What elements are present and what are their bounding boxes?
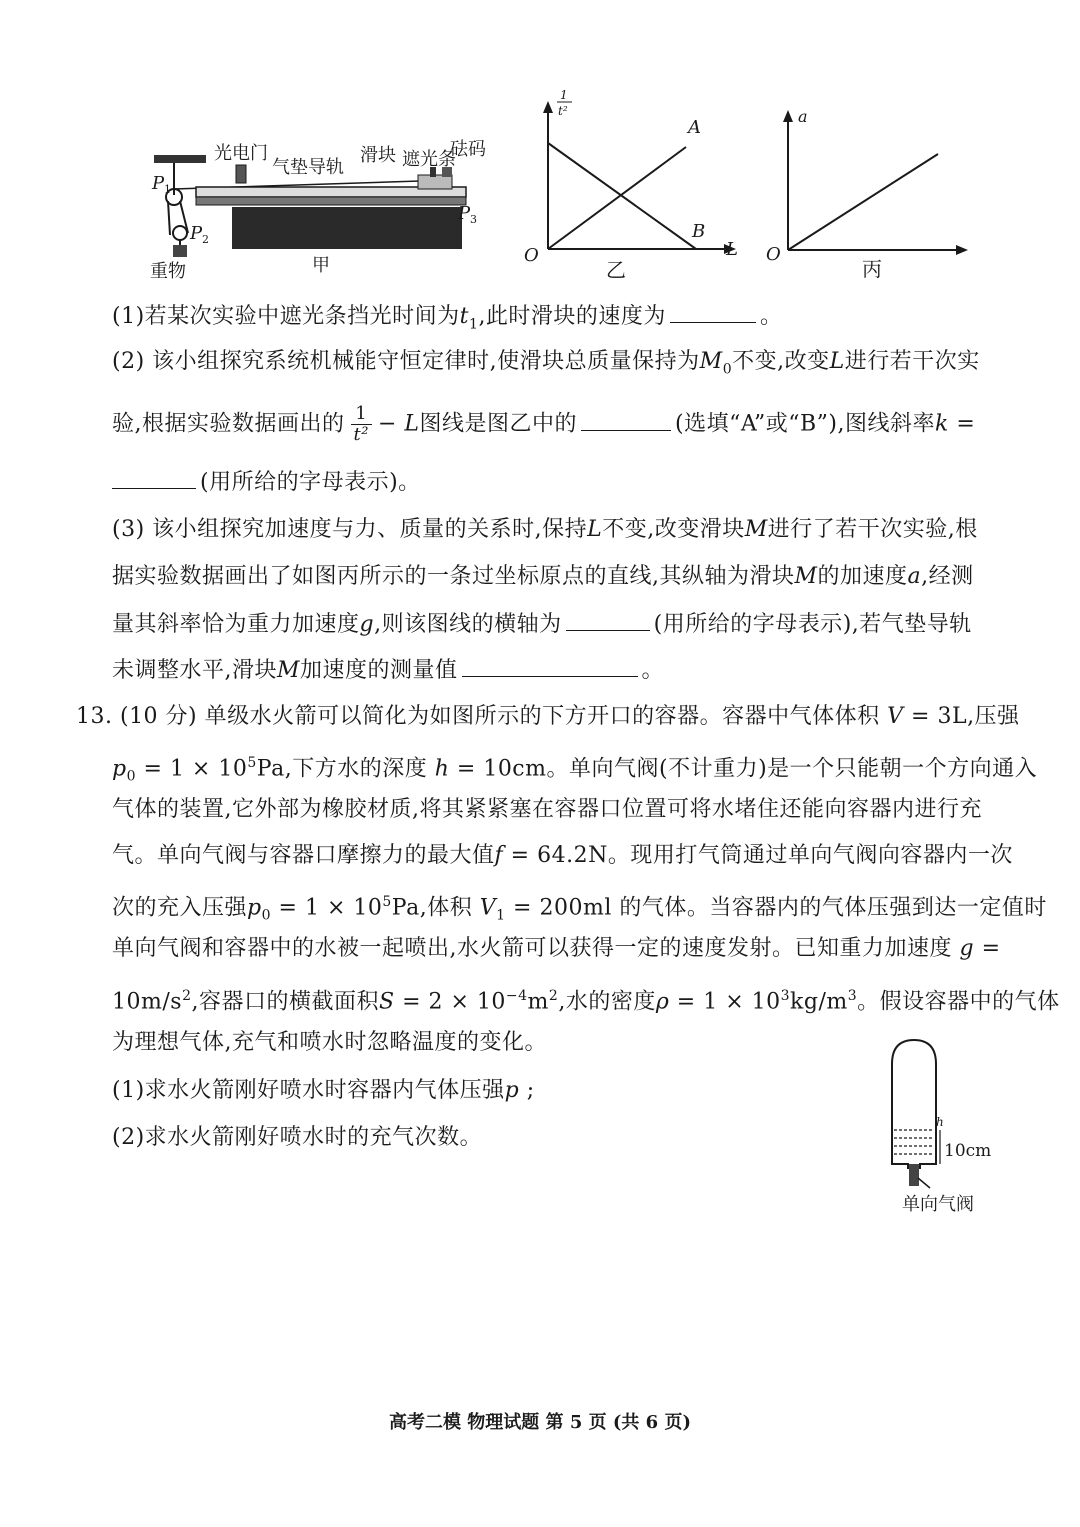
- caption-yi: 乙: [606, 258, 626, 282]
- figure-yi: [520, 85, 750, 285]
- label-p3-sub: 3: [470, 213, 477, 226]
- figure-rocket: [880, 1034, 1010, 1224]
- q13-line2: $p_0 = 1 \times 10^5Pa$,下方水的深度 h = 10cm。单向气阀(不计重力)是一个只能朝一个方向通入: [112, 755, 1038, 785]
- y-axis-num: 1: [560, 88, 568, 102]
- caption-bing: 丙: [862, 257, 882, 281]
- q13-line1: 13. (10 分) 单级水火箭可以简化为如图所示的下方开口的容器。容器中气体体积 V = 3L,压强: [76, 704, 1020, 729]
- q13-line6: 单向气阀和容器中的水被一起喷出,水火箭可以获得一定的速度发射。已知重力加速度 g =: [112, 936, 1001, 961]
- answer-blank-4[interactable]: [566, 608, 650, 631]
- label-p3: P: [458, 203, 471, 224]
- line-a-label: A: [688, 117, 701, 138]
- label-slider: 滑块: [360, 145, 396, 166]
- q13-line8: 为理想气体,充气和喷水时忽略温度的变化。: [112, 1030, 547, 1055]
- answer-blank-2[interactable]: [581, 408, 671, 431]
- q13-line3: 气体的装置,它外部为橡胶材质,将其紧紧塞在容器口位置可将水堵住还能向容器内进行充: [112, 797, 982, 822]
- q13-line5: 次的充入压强$p_0 = 1 \times 10^5Pa$,体积 $V_1 = 200ml$ 的气体。当容器内的气体压强到达一定值时: [112, 894, 1047, 924]
- q13-question1: (1)求水火箭刚好喷水时容器内气体压强p ;: [112, 1078, 535, 1103]
- figure-bing: [762, 100, 982, 285]
- page-footer: 高考二模 物理试题 第 5 页 (共 6 页): [389, 1412, 691, 1433]
- label-p2: P: [190, 223, 203, 244]
- y-axis-a: a: [798, 107, 808, 126]
- line-bing: [788, 154, 938, 250]
- answer-blank-5[interactable]: [462, 654, 638, 677]
- answer-blank-1[interactable]: [670, 300, 756, 323]
- answer-blank-3[interactable]: [112, 466, 196, 489]
- label-air-track: 气垫导轨: [272, 157, 344, 178]
- q13-question2: (2)求水火箭刚好喷水时的充气次数。: [112, 1125, 483, 1150]
- q12-part1: (1)若某次实验中遮光条挡光时间为$t_1$,此时滑块的速度为 。: [112, 300, 782, 339]
- q12-part3-line4: 未调整水平,滑块M加速度的测量值 。: [112, 654, 664, 686]
- figure-jia: [140, 135, 520, 285]
- rocket-depth-label: 10cm: [944, 1141, 992, 1161]
- label-weight-block: 砝码: [450, 139, 486, 160]
- origin-label: O: [524, 245, 539, 266]
- q12-part3-line2: 据实验数据画出了如图丙所示的一条过坐标原点的直线,其纵轴为滑块M的加速度a,经测: [112, 564, 974, 589]
- y-axis-den: t²: [558, 104, 568, 118]
- q12-part2-line2: 验,根据实验数据画出的 $\frac{1}{\text{t²}}$ − L图线是图乙中的 (选填“A”或“B”),图线斜率k =: [112, 403, 976, 445]
- x-axis-label: L: [726, 239, 738, 260]
- q12-part3-line1: (3) 该小组探究加速度与力、质量的关系时,保持L不变,改变滑块M进行了若干次实验,根: [112, 517, 978, 542]
- label-shade-strip: 遮光条: [402, 149, 456, 170]
- line-a: [548, 147, 686, 249]
- q12-part3-line3: 量其斜率恰为重力加速度g,则该图线的横轴为 (用所给的字母表示),若气垫导轨: [112, 608, 972, 640]
- line-b-label: B: [692, 221, 706, 242]
- label-photogate: 光电门: [214, 143, 268, 164]
- label-p1: P: [152, 173, 165, 194]
- label-p1-sub: 1: [164, 183, 171, 196]
- label-p2-sub: 2: [202, 233, 209, 246]
- q13-line7: $10m/s^2$,容器口的横截面积$S = 2 \times 10^{-4}m^2$,水的密度$\rho = 1 \times 10^3kg/m^3$。假设容器中的气体: [112, 988, 1060, 1015]
- q12-part2-line1: (2) 该小组探究系统机械能守恒定律时,使滑块总质量保持为$M_0$不变,改变L进行若干次实: [112, 349, 980, 378]
- rocket-valve-label: 单向气阀: [902, 1194, 974, 1215]
- label-hanging-weight: 重物: [150, 261, 186, 282]
- rocket-h-label: h: [936, 1115, 944, 1129]
- fraction-1-over-t2: $\frac{1}{\text{t²}}$: [351, 404, 372, 445]
- origin-label-bing: O: [766, 244, 781, 265]
- q13-line4: 气。单向气阀与容器口摩擦力的最大值f = 64.2N。现用打气筒通过单向气阀向容器内一次: [112, 843, 1013, 868]
- q12-part2-line3: (用所给的字母表示)。: [112, 466, 421, 498]
- caption-jia: 甲: [312, 255, 330, 276]
